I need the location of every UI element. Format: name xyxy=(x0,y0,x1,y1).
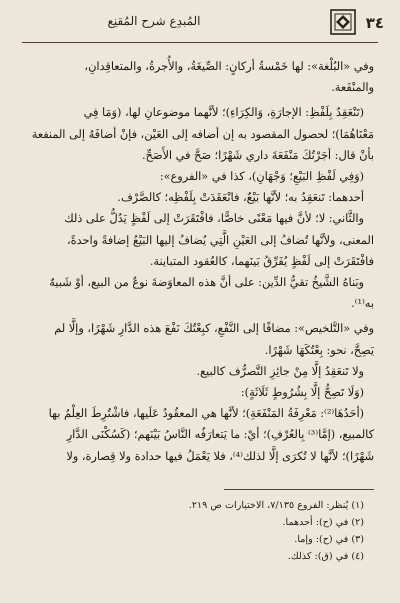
text-line: (تَنْعَقِدُ بِلَفْظِ: الإجارَةِ، وَالكِرَاءِ)؛ لأنَّهما موضوعانِ لها، (وَمَا فِي xyxy=(83,106,364,120)
text-line: وفي «البُلْغة»: لها خَمْسةُ أركانٍ: الصِّيغَةُ، والأُجرةُ، والمتعاقِدانِ، xyxy=(84,60,374,73)
footnote-divider xyxy=(224,489,374,490)
text-line: وفي «التَّلخيص»: مضافًا إلى النَّفْعِ، كبِعْتُكَ نَفْعَ هذه الدَّارِ شَهْرًا، وإلَّا لم xyxy=(54,322,374,336)
text-line: (أحَدُهَا⁽²⁾: مَعْرِفَةُ المَنْفَعَةِ)؛ لأنَّها هي المعقُودُ عَلَيها، فاشْتُرِطَ العِلْمُ بها xyxy=(48,407,364,421)
text-line: بأنْ قال: أجَرْتُكَ مَنْفَعَةَ داري شَهْرًا؛ صَحَّ في الأَصَحِّ. xyxy=(141,148,374,162)
text-line: كالمبيع، (إمَّا⁽³⁾ بِالعُرْفِ)؛ أيْ: ما يَتعارَفُه النَّاسُ بَيْنَهم؛ (كَسُكْنَى الدَّارِ xyxy=(66,428,374,442)
header-divider xyxy=(22,42,378,43)
main-text xyxy=(26,56,374,467)
text-line: وبَناهُ الشَّيخُ تقيُّ الدِّين: على أنَّ هذه المعاوَضةَ نوعٌ من البيع، أوْ شَبيهٌ xyxy=(49,276,364,290)
text-line: به⁽¹⁾. xyxy=(351,297,374,311)
text-line: والثَّاني: لا؛ لأنَّ فيها مَعْنًى خاصًّا، فافْتَقَرَتْ إلى لَفْظٍ يَدُلُّ على ذلك xyxy=(64,212,364,226)
text-line: شَهْرًا)؛ لأنَّها لا تُكرَى إلَّا لذلك⁽⁴⁾، فلا يَعْمَلُ فيها حدادة ولا قِصارة، ولا xyxy=(66,449,374,463)
footnote: (٤) في (ق): كذلك. xyxy=(287,551,364,562)
text-line: ولا تَنعَقِدُ إلَّا مِنْ جائِزِ التَّصرُّف كالبيع. xyxy=(196,364,364,378)
text-line: (وَلَا تَصِحُّ إلَّا بِشُرُوطٍ ثَلَاثَةٍ): xyxy=(240,386,364,400)
page-number: ٣٤ xyxy=(365,14,384,32)
text-line: يَصِحَّ، نحو: بِعْتُكَهَا شَهْرًا. xyxy=(264,343,374,357)
footnote: (٢) في (ح): أحدهما. xyxy=(282,517,364,528)
footnote: (١) يُنظر: الفروع ٧/١٣٥، الاختيارات ص ٢١٩. xyxy=(188,500,364,511)
text-line: والمنْفَعة. xyxy=(331,81,374,95)
footnotes xyxy=(26,497,374,565)
footnote: (٣) في (ح): وإما. xyxy=(294,534,364,545)
text-line: أحدهما: تَنعَقِدُ به؛ لأنَّها بَيْعٌ، فانْعَقَدَتْ بِلَفْظِه؛ كالصَّرْف. xyxy=(117,191,364,205)
text-line: فافْتَقَرَتْ إلى لَفْظٍ يُفَرِّقُ بَينَهما، كالعُقود المتباينة. xyxy=(149,254,374,268)
ornament-icon xyxy=(330,9,356,35)
text-line: مَعْنَاهُمَا)؛ لحصول المقصود به إن أضافه إلى العَيْن، فإنْ أضافَهُ إلى المنفعة xyxy=(31,127,374,141)
text-line: (وَفِي لَفْظِ البَيْعِ؛ وَجْهَانِ)، كذا في «الفروع»: xyxy=(159,170,364,184)
page-header xyxy=(0,0,400,46)
running-title: المُبدِع شرح المُقنِع xyxy=(107,14,201,28)
text-line: المعنى، ولأنَّها تُضافُ إلى العَيْنِ الَّتِي يُضافُ إليها البَيْعُ إضافةً واحدةً، xyxy=(66,233,374,247)
